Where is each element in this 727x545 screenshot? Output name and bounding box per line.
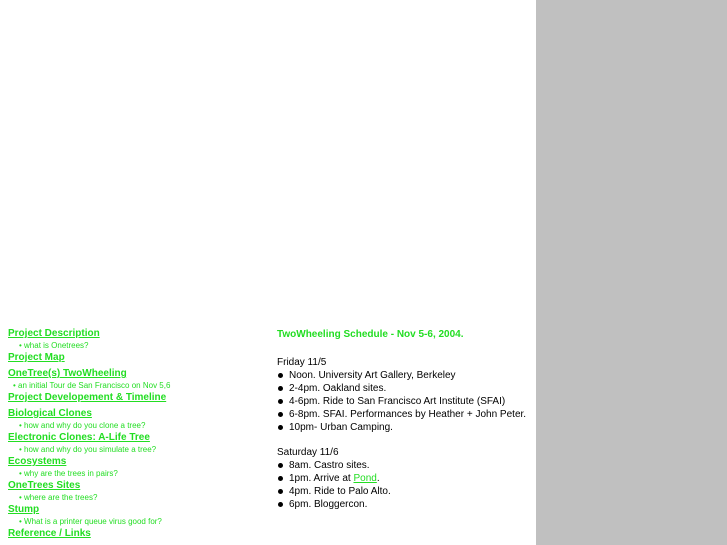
nav-link-biological-clones[interactable]: Biological Clones [8, 408, 92, 419]
nav-sub-onetrees-sites: • where are the trees? [19, 493, 98, 502]
list-item [277, 459, 532, 472]
bullet-icon [278, 412, 283, 417]
nav-link-development-timeline[interactable]: Project Developement & Timeline [8, 392, 167, 403]
nav-link-ecosystems[interactable]: Ecosystems [8, 456, 67, 467]
nav-sub-biological-clones: • how and why do you clone a tree? [19, 421, 146, 430]
nav-item-onetrees-sites [8, 480, 258, 504]
list-item [277, 382, 532, 395]
list-item [277, 395, 532, 408]
bullet-icon [278, 502, 283, 507]
bullet-icon [278, 373, 283, 378]
nav-item-ecosystems [8, 456, 258, 480]
list-item [277, 421, 532, 434]
bullet-icon [278, 425, 283, 430]
schedule-title: TwoWheeling Schedule - Nov 5-6, 2004. [277, 329, 464, 340]
saturday-heading: Saturday 11/6 [277, 447, 339, 458]
list-item-text-suffix: . [376, 473, 380, 484]
list-item [277, 498, 532, 511]
nav-link-electronic-clones[interactable]: Electronic Clones: A-Life Tree [8, 432, 150, 443]
nav-item-twowheeling [8, 368, 258, 392]
list-item-text-prefix: 1pm. Arrive at [289, 473, 354, 484]
nav-sub-twowheeling: • an initial Tour de San Francisco on Nov 5,6 [13, 381, 171, 390]
schedule-content [277, 328, 532, 511]
nav-sub-project-description: • what is Onetrees? [19, 341, 89, 350]
list-item-text: 2-4pm. Oakland sites. [289, 383, 387, 394]
friday-section [277, 356, 532, 434]
bullet-icon [278, 476, 283, 481]
nav-link-project-description[interactable]: Project Description [8, 328, 100, 339]
nav-sub-electronic-clones: • how and why do you simulate a tree? [19, 445, 157, 454]
list-item-text: 10pm- Urban Camping. [289, 422, 393, 433]
nav-link-onetrees-sites[interactable]: OneTrees Sites [8, 480, 81, 491]
nav-item-project-description [8, 328, 258, 352]
bullet-icon [278, 386, 283, 391]
list-item-text: 4pm. Ride to Palo Alto. [289, 486, 391, 497]
nav-link-stump[interactable]: Stump [8, 504, 40, 515]
list-item-text: Noon. University Art Gallery, Berkeley [289, 370, 456, 381]
nav-item-project-map [8, 352, 258, 364]
list-item [277, 369, 532, 382]
bullet-icon [278, 489, 283, 494]
list-item-text: 8am. Castro sites. [289, 460, 370, 471]
friday-list [277, 369, 532, 434]
friday-heading: Friday 11/5 [277, 357, 327, 368]
saturday-section [277, 446, 532, 511]
nav-link-project-map[interactable]: Project Map [8, 352, 65, 363]
nav-item-reference-links [8, 528, 258, 540]
saturday-list [277, 459, 532, 511]
nav-item-biological-clones [8, 408, 258, 432]
navigation-menu [8, 328, 258, 540]
list-item [277, 472, 532, 485]
nav-item-development-timeline [8, 392, 258, 404]
nav-sub-stump: • What is a printer queue virus good for? [19, 517, 162, 526]
gray-side-panel [536, 0, 727, 545]
bullet-icon [278, 463, 283, 468]
list-item-text: 6-8pm. SFAI. Performances by Heather + John Peter. [289, 409, 527, 420]
bullet-icon [278, 399, 283, 404]
nav-item-electronic-clones [8, 432, 258, 456]
list-item [277, 485, 532, 498]
list-item [277, 408, 532, 421]
pond-link[interactable]: Pond [353, 473, 377, 484]
nav-item-stump [8, 504, 258, 528]
nav-sub-ecosystems: • why are the trees in pairs? [19, 469, 118, 478]
nav-link-reference-links[interactable]: Reference / Links [8, 528, 91, 539]
nav-link-twowheeling[interactable]: OneTree(s) TwoWheeling [8, 368, 127, 379]
list-item-text: 6pm. Bloggercon. [289, 499, 368, 510]
list-item-text: 4-6pm. Ride to San Francisco Art Institute (SFAI) [289, 396, 506, 407]
